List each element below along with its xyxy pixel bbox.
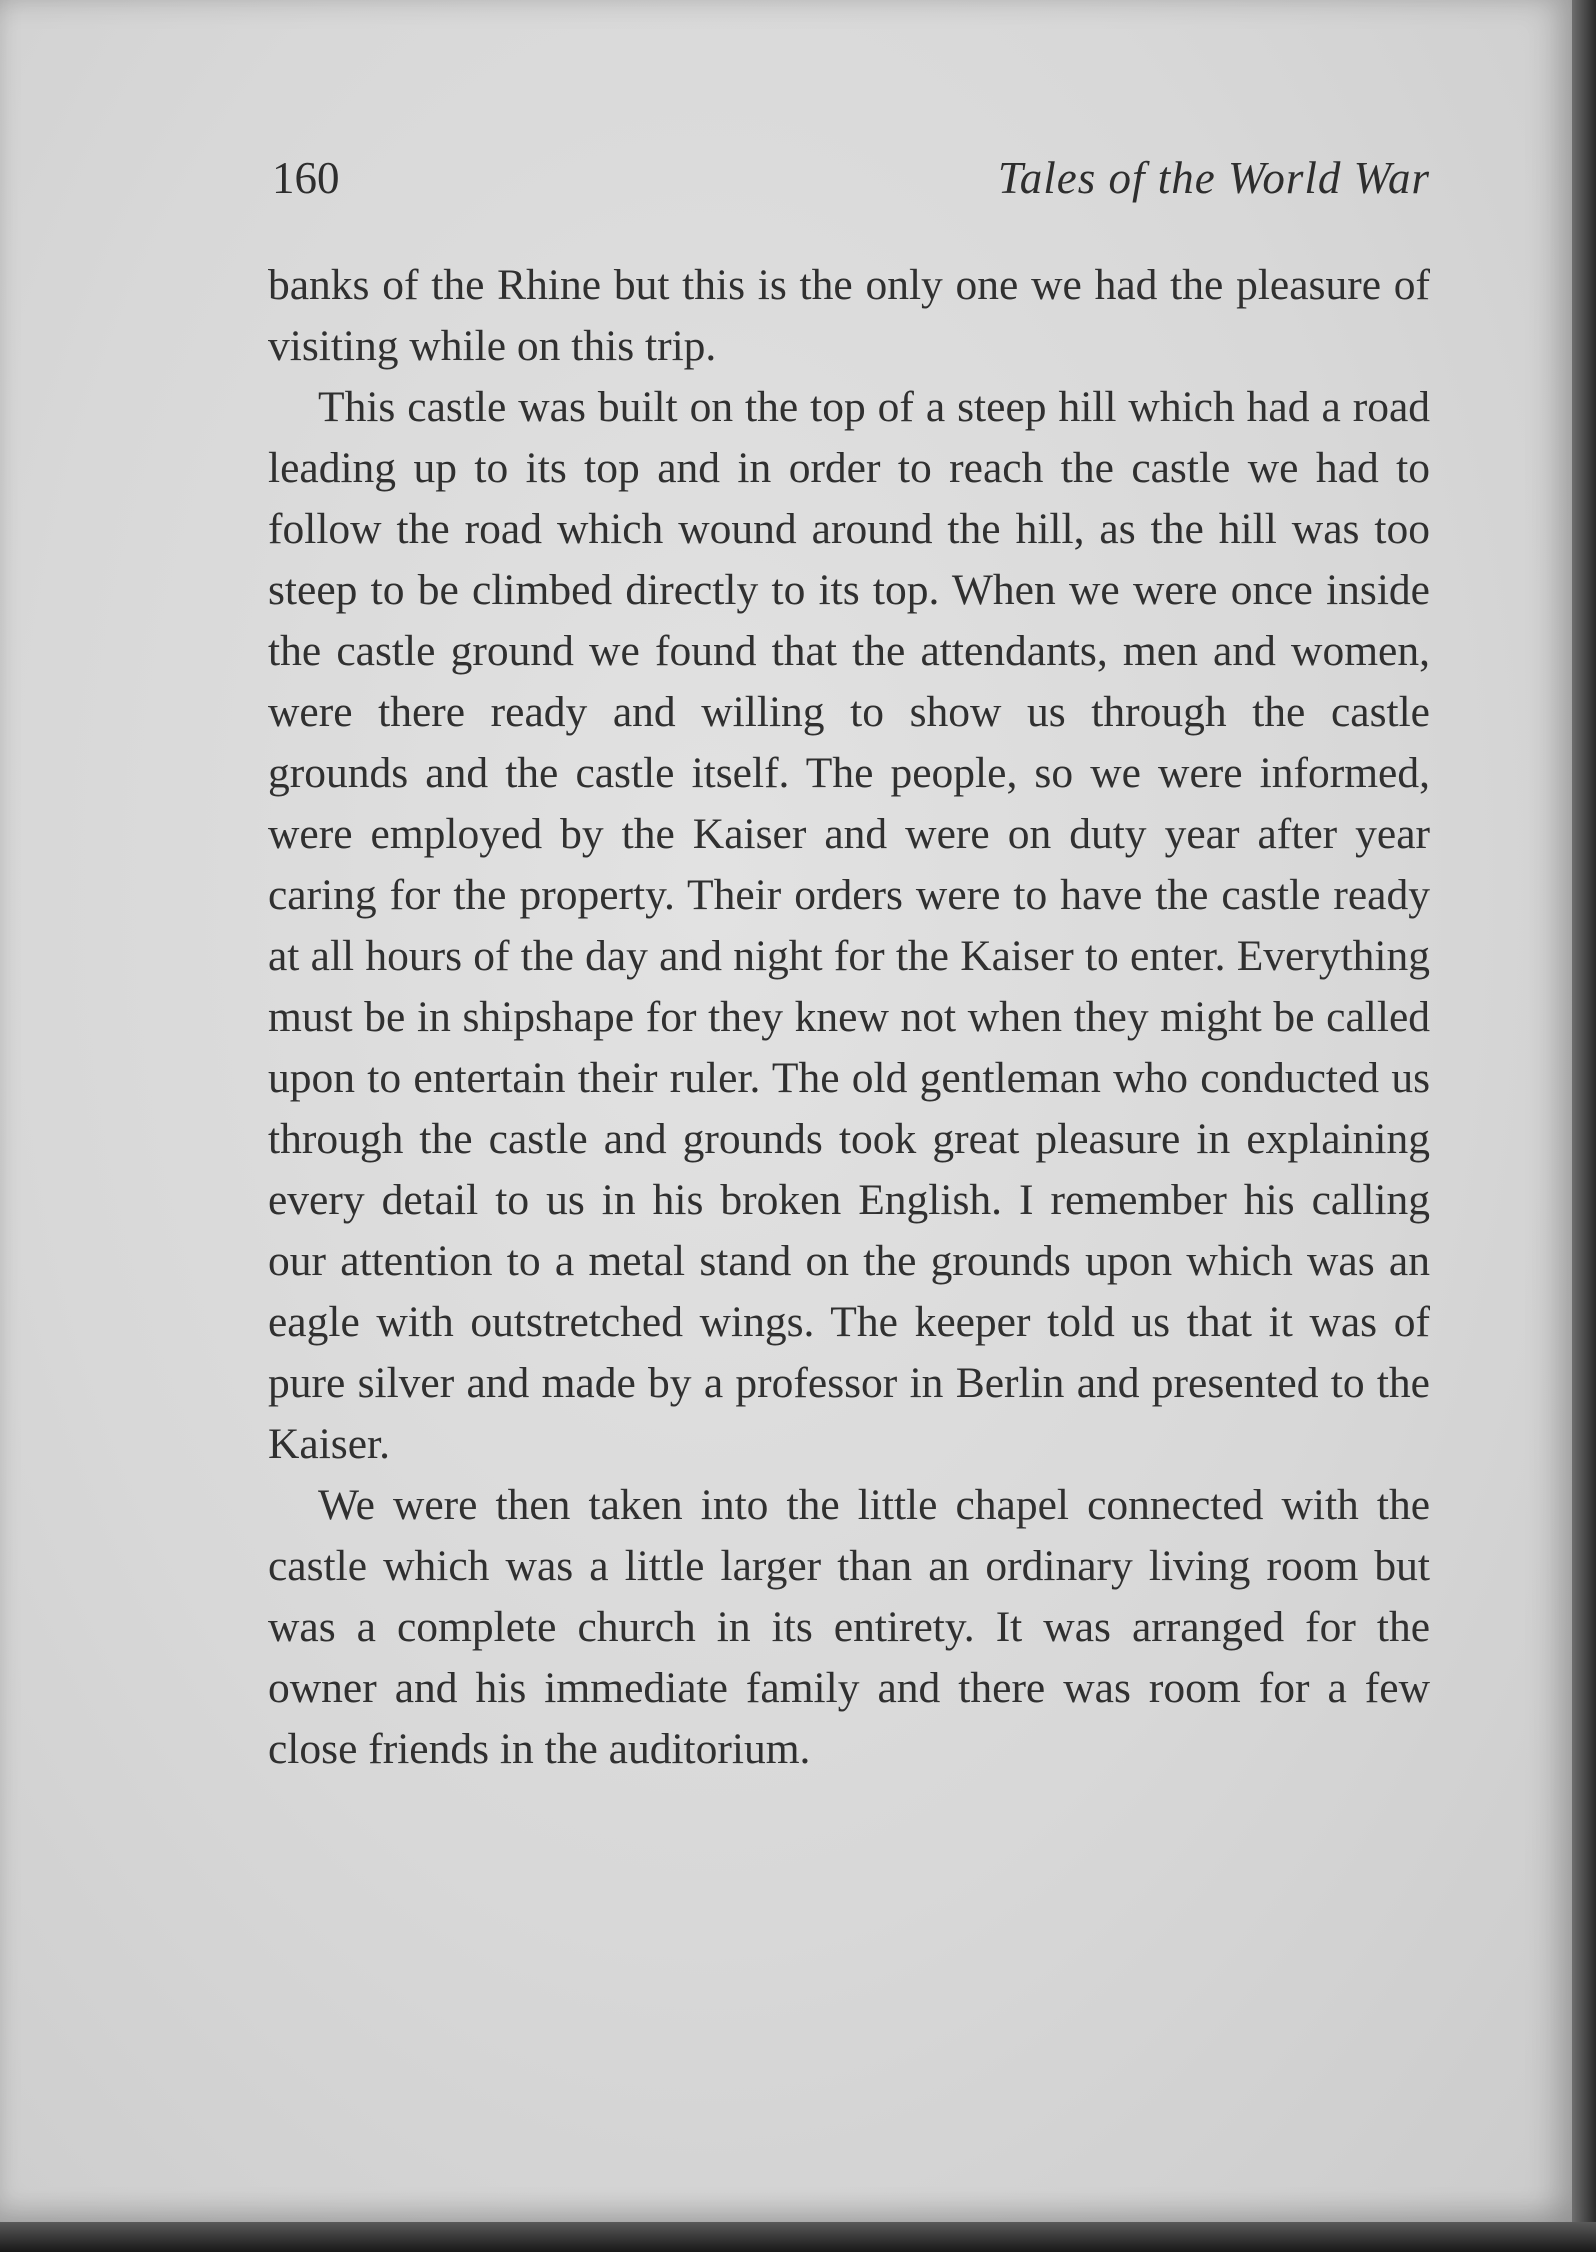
body-text (268, 255, 1430, 1780)
paragraph-continued: banks of the Rhine but this is the only one we had the pleasure of visiting while on this trip. (268, 261, 1430, 370)
book-title: Tales of the World War (997, 153, 1430, 203)
paragraph-castle-visit: This castle was built on the top of a steep hill which had a road leading up to its top and in order to reach the castle we had to follow the road which wound around the hill, as the hill was too steep to be climbed directly to its top. When we were once inside the castle ground we found that the attendants, men and women, were there ready and willing to show us through the castle grounds and the castle itself. The people, so we were informed, were employed by the Kaiser and were on duty year after year caring for the property. Their orders were to have the castle ready at all hours of the day and night for the Kaiser to enter. Everything must be in shipshape for they knew not when they might be called upon to entertain their ruler. The old gentleman who conducted us through the castle and grounds took great pleasure in explaining every detail to us in his broken English. I remember his calling our attention to a metal stand on the grounds upon which was an eagle with outstretched wings. The keeper told us that it was of pure silver and made by a professor in Berlin and presented to the Kaiser. (268, 383, 1430, 1468)
paragraph-chapel: We were then taken into the little chapel connected with the castle which was a little larger than an ordinary living room but was a complete church in its entirety. It was arranged for the owner and his immediate family and there was room for a few close friends in the auditorium. (268, 1481, 1430, 1773)
page-bottom-edge (0, 2222, 1596, 2252)
page-number: 160 (272, 153, 340, 203)
page-right-edge (1572, 0, 1596, 2252)
running-head (272, 152, 1430, 222)
